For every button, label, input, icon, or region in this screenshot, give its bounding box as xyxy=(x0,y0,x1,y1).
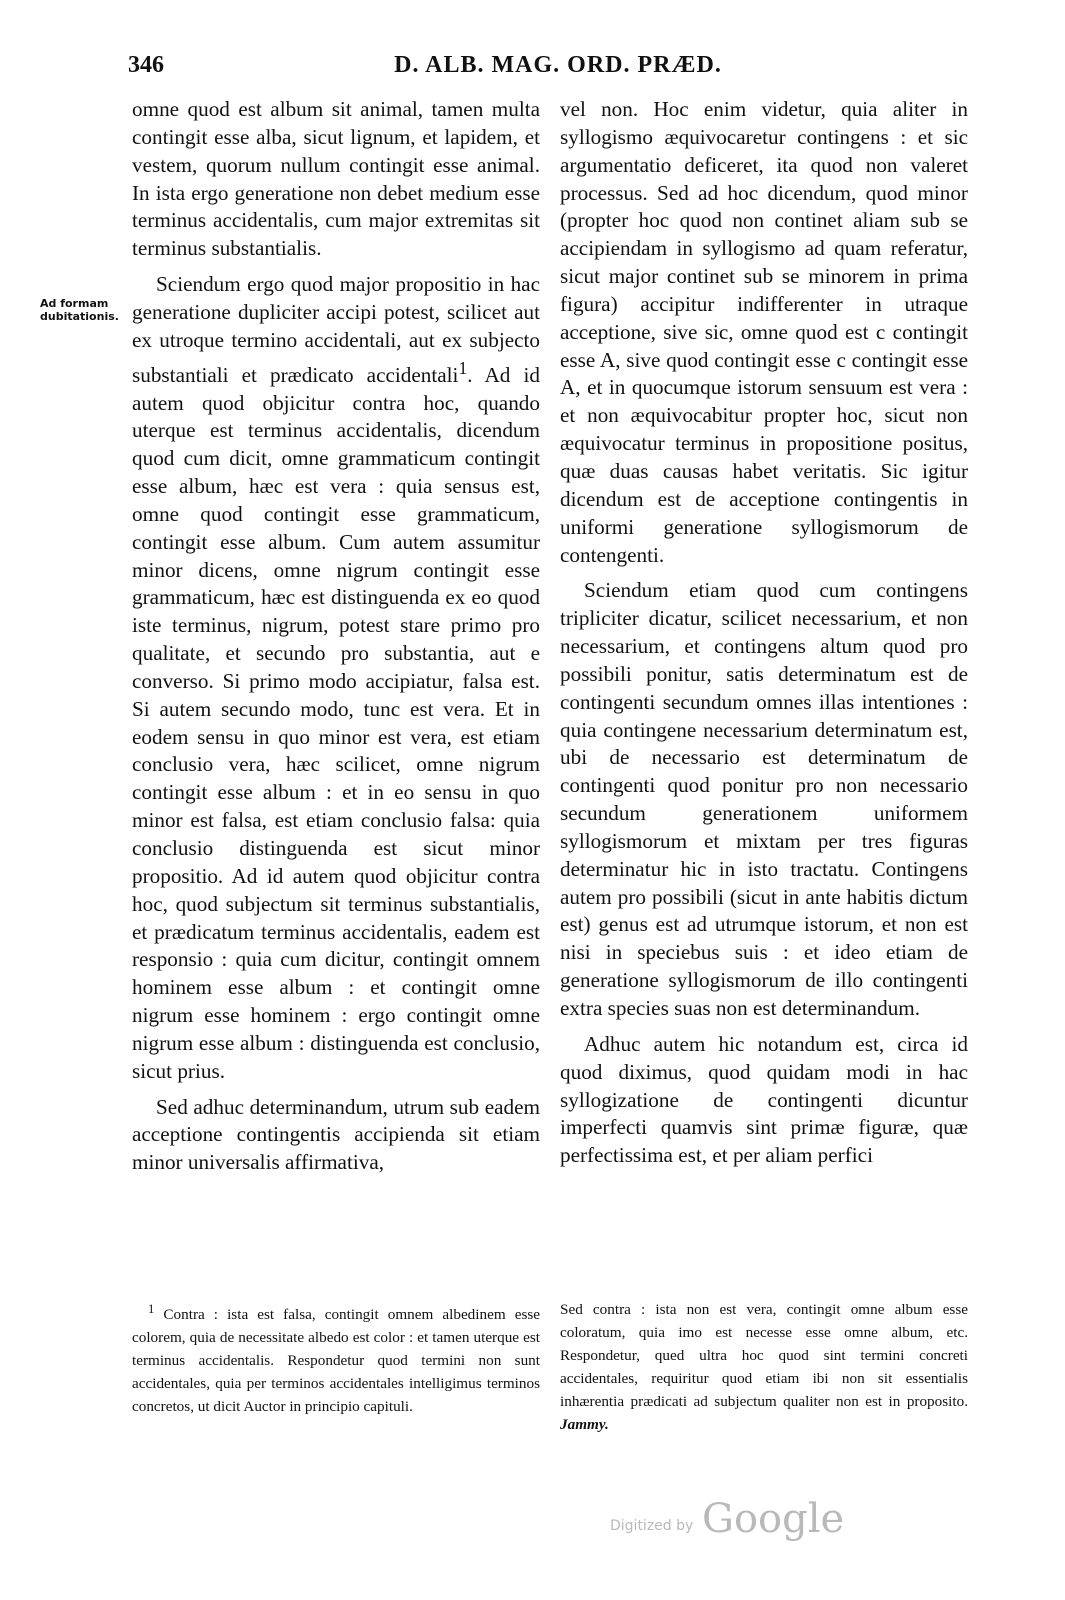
paragraph xyxy=(132,271,540,1086)
page-header xyxy=(128,52,988,86)
paragraph: vel non. Hoc enim videtur, quia aliter in syllogismo æquivocaretur contingens : et sic argumentatio deficeret, ita quod non valeret processus. Sed ad hoc dicendum, quod minor (propter hoc quod non continet aliam sub se accipiendam in syllogismo ad quam referatur, sicut major continet sub se minorem in prima figura) accipitur indifferenter in utraque acceptione, sive sic, omne quod est c contingit esse A, sive quod contingit esse c contingit esse A, et in quocumque istorum sensuum est vera : et non æquivocabitur propter hoc, sicut non æquivocatur terminus in propositione positus, quæ duas causas habet veritatis. Sic igitur dicendum est de acceptione contingentis in uniformi generatione syllogismorum de contengenti. xyxy=(560,97,968,567)
footnote-text: Contra : ista est falsa, contingit omnem albedinem esse colorem, quia de necessitate albedo est color : et tamen uterque est terminus accidentalis. Respondetur quod termini non sunt accidentales, quia per terminos accidentales intelligimus terminos concretos, ut dicit Auctor in principio capituli. xyxy=(132,1306,541,1416)
watermark-prefix: Digitized by xyxy=(610,1518,694,1534)
footnote-marker: 1 xyxy=(148,1302,155,1316)
paragraph: Sed adhuc determinandum, utrum sub eadem acceptione contingentis accipienda sit etiam minor universalis affirmativa, xyxy=(132,1094,540,1175)
digitized-watermark xyxy=(610,1496,870,1550)
right-column xyxy=(560,96,968,1170)
footnote-reference: 1 xyxy=(458,357,468,378)
page-number: 346 xyxy=(128,52,164,78)
paragraph: Adhuc autem hic notandum est, circa id quod diximus, quod quidam modi in hac syllogizatione de contingenti dicuntur imperfecti quamvis sint primæ figuræ, quæ perfectissima est, et per aliam perfici xyxy=(560,1031,968,1168)
watermark-logo: Google xyxy=(702,1496,845,1542)
running-head: D. ALB. MAG. ORD. PRÆD. xyxy=(394,52,722,78)
footnote-left xyxy=(132,1298,540,1418)
footnote-text: Sed contra : ista non est vera, contingit omne album esse coloratum, quia imo est necesse esse omne album, etc. Respondetur, qued ultra hoc quod sint termini concreti accidentales, requiritur quod etiam ibi non sit essentialis inhærentia prædicati ad subjectum qualiter non est in proposito. xyxy=(560,1301,968,1410)
margin-note: Ad formam dubitationis. xyxy=(40,297,119,323)
paragraph: omne quod est album sit animal, tamen multa contingit esse alba, sicut lignum, et lapidem, et vestem, quorum nullum contingit esse animal. In ista ergo generatione non debet medium esse terminus accidentalis, cum major extremitas sit terminus substantialis. xyxy=(132,97,540,261)
paragraph-text: Sciendum ergo quod major propositio in hac generatione dupliciter accipi potest, scilicet aut ex utroque termino accidentali, aut ex subjecto substantiali et prædicato accidentali xyxy=(132,272,540,387)
paragraph-text: . Ad id autem quod objicitur contra hoc, quando uterque est terminus accidentalis, dicendum quod cum dicit, omne grammaticum contingit esse album, hæc est vera : quia sensus est, omne quod contingit esse grammaticum, contingit esse album. Cum autem assumitur minor dicens, omne nigrum contingit esse grammaticum, hæc est distinguenda ex eo quod iste terminus, nigrum, potest stare primo pro qualitate, et secundo pro substantia, aut e converso. Si primo modo accipiatur, falsa est. Si autem secundo modo, tunc est vera. Et in eodem sensu in quo minor est vera, est etiam conclusio vera, hæc scilicet, omne nigrum contingit esse album : et in eo sensu in quo minor est falsa, est etiam conclusio falsa: quia conclusio distinguenda est sicut minor propositio. Ad id autem quod objicitur contra hoc, quod subjectum sit terminus substantialis, et prædicatum terminus accidentalis, eadem est responsio : quia cum dicitur, contingit omnem hominem esse album : et contingit omne nigrum esse hominem : ergo contingit omne nigrum esse album : distinguenda est conclusio, sicut prius. xyxy=(132,362,540,1083)
footnote-body xyxy=(132,1298,540,1418)
footnote-right xyxy=(560,1298,968,1436)
paragraph: Sciendum etiam quod cum contingens tripliciter dicatur, scilicet necessarium, et non necessarium, et contingens altum quod pro possibili ponitur, satis determinatum est de contingenti secundum omnes illas intentiones : quia contingene necessarium determinatum est, ubi de necessario est determinatum de contingenti quod ponitur pro non necessario secundum generationem uniformem syllogismorum et mixtam per tres figuras determinatur hic in isto tractatu. Contingens autem pro possibili (sicut in ante habitis dictum est) genus est ad utrumque istorum, et non est nisi in speciebus suis : et ideo etiam de generatione syllogismorum de illo contingenti extra species suas non est determinandum. xyxy=(560,578,968,1020)
left-column xyxy=(132,96,540,1177)
footnote-signature: Jammy. xyxy=(560,1416,609,1433)
